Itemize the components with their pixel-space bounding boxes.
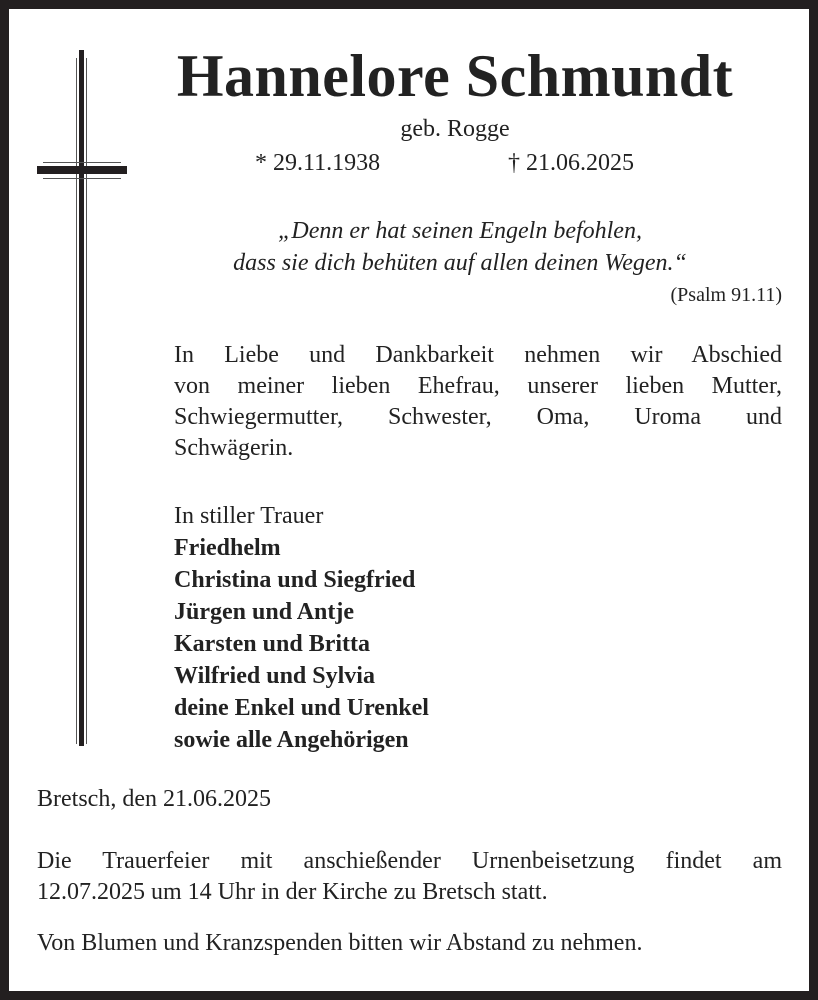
- funeral-info: [37, 846, 782, 908]
- mourner: Jürgen und Antje: [174, 599, 355, 625]
- psalm-reference: (Psalm 91.11): [670, 284, 782, 306]
- mourner: sowie alle Angehörigen: [174, 727, 409, 753]
- mourners-list: [174, 500, 429, 756]
- mourner: Christina und Siegfried: [174, 567, 416, 593]
- mourning-intro: In stiller Trauer: [174, 503, 324, 529]
- mourner: Friedhelm: [174, 535, 281, 561]
- paragraph-line: Schwägerin.: [174, 435, 294, 461]
- paragraph-line: Schwiegermutter, Schwester, Oma, Uroma und: [174, 404, 782, 430]
- maiden-name: geb. Rogge: [400, 116, 510, 142]
- paragraph-line: von meiner lieben Ehefrau, unserer lieben Mutter,: [174, 373, 782, 399]
- mourner: Wilfried und Sylvia: [174, 663, 375, 689]
- mourner: Karsten und Britta: [174, 631, 371, 657]
- deceased-name: Hannelore Schmundt: [176, 43, 734, 109]
- bible-quote: [135, 215, 785, 279]
- place-date: Bretsch, den 21.06.2025: [37, 786, 271, 812]
- paragraph-line: In Liebe und Dankbarkeit nehmen wir Abschied: [174, 342, 782, 368]
- mourner: deine Enkel und Urenkel: [174, 695, 429, 721]
- farewell-paragraph: [174, 340, 782, 464]
- flowers-note: Von Blumen und Kranzspenden bitten wir Abstand zu nehmen.: [37, 930, 643, 956]
- funeral-line: Die Trauerfeier mit anschießender Urnenbeisetzung findet am: [37, 848, 782, 874]
- death-date: † 21.06.2025: [508, 150, 634, 176]
- funeral-line: 12.07.2025 um 14 Uhr in der Kirche zu Bretsch statt.: [37, 879, 548, 905]
- quote-line: „Denn er hat seinen Engeln befohlen,: [278, 218, 642, 244]
- birth-date: * 29.11.1938: [255, 150, 381, 176]
- quote-line: dass sie dich behüten auf allen deinen Wegen.“: [233, 250, 687, 276]
